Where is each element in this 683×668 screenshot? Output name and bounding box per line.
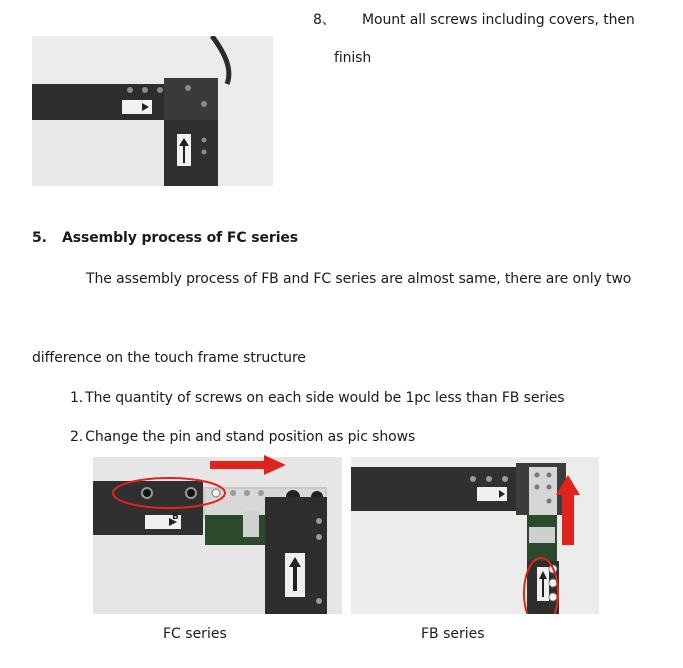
- fc-series-caption: FC series: [163, 626, 227, 642]
- step-8-text-line-1: Mount all screws including covers, then: [362, 12, 635, 28]
- fc-series-photo: [93, 457, 342, 614]
- list-item-1: [70, 389, 564, 407]
- fc-direction-arrow: [208, 455, 288, 475]
- step-8-number: 8、: [313, 12, 336, 28]
- step-8-text-line-2: finish: [334, 50, 372, 66]
- section-5-number: 5.: [32, 230, 47, 246]
- frame-corner-photo: [32, 36, 273, 186]
- section-5-title: Assembly process of FC series: [62, 230, 299, 246]
- list-item-1-number: 1.: [70, 390, 84, 406]
- fb-series-caption: FB series: [421, 626, 485, 642]
- list-item-1-text: The quantity of screws on each side would be 1pc less than FB series: [85, 390, 565, 406]
- section-5-intro-line-1: The assembly process of FB and FC series are almost same, there are only two: [86, 271, 632, 287]
- fb-series-photo: [351, 457, 599, 614]
- list-item-2: [70, 428, 415, 446]
- list-item-2-text: Change the pin and stand position as pic shows: [85, 429, 416, 445]
- list-item-2-number: 2.: [70, 429, 84, 445]
- section-5-intro-line-2: difference on the touch frame structure: [32, 350, 306, 366]
- fc-label-b: B: [172, 512, 179, 522]
